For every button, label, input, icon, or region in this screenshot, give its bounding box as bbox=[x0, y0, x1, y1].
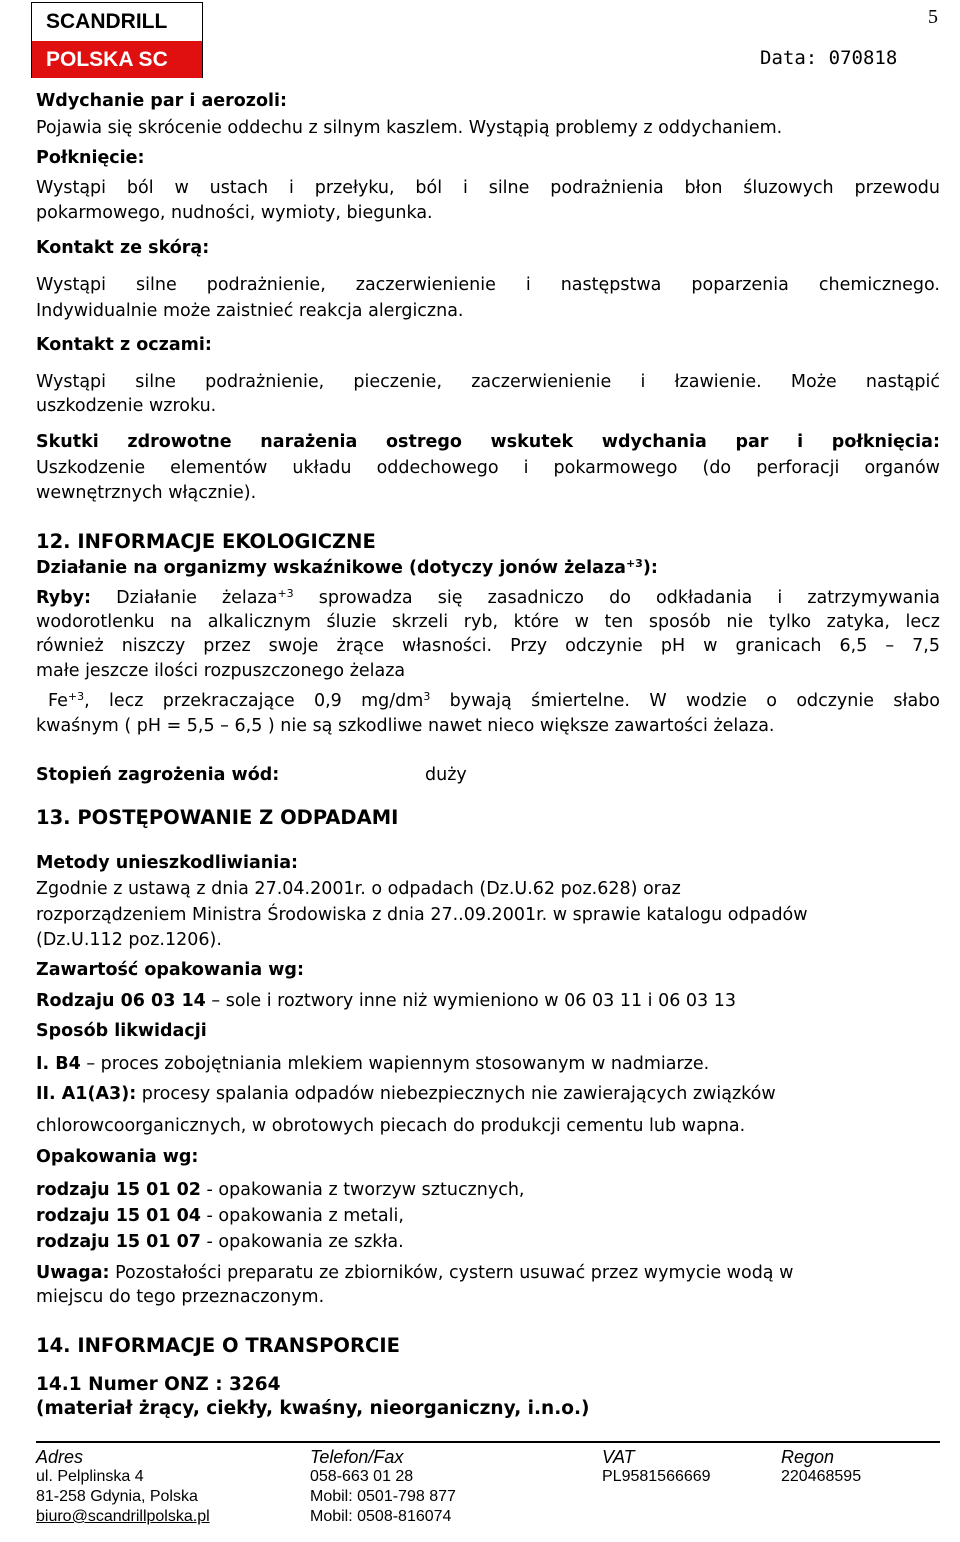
pack-item bbox=[36, 1204, 404, 1228]
note-text: Pozostałości preparatu ze zbiorników, cystern usuwać przez wymycie wodą w bbox=[109, 1263, 794, 1283]
section-14-title: 14. INFORMACJE O TRANSPORCIE bbox=[36, 1334, 400, 1357]
footer-regon bbox=[781, 1447, 861, 1487]
mobile-number-2: Mobil: 0508-816074 bbox=[310, 1508, 452, 1525]
footer bbox=[36, 1441, 940, 1530]
logo-top-text: SCANDRILL bbox=[32, 3, 202, 41]
vat-heading: VAT bbox=[602, 1447, 635, 1467]
footer-vat bbox=[602, 1447, 711, 1487]
company-logo bbox=[31, 2, 203, 78]
effects-text-1: Uszkodzenie elementów układu oddechowego i pokarmowego (do perforacji organów bbox=[36, 458, 940, 478]
disposal-label: Sposób likwidacji bbox=[36, 1021, 207, 1041]
kind-text: – sole i roztwory inne niż wymieniono w 06 03 11 i 06 03 13 bbox=[205, 991, 737, 1011]
address-city: 81-258 Gdynia, Polska bbox=[36, 1488, 198, 1505]
a1-text: procesy spalania odpadów niebezpiecznych nie zawierających związków bbox=[136, 1084, 776, 1104]
logo-bottom-text: POLSKA SC bbox=[32, 41, 202, 78]
footer-address bbox=[36, 1447, 210, 1527]
a1-label: II. A1(A3): bbox=[36, 1084, 137, 1104]
eyes-text-1: Wystąpi silne podrażnienie, pieczenie, zaczerwienienie i łzawienie. Może nastąpić bbox=[36, 372, 940, 392]
fish-line-6: kwaśnym ( pH = 5,5 – 6,5 ) nie są szkodliwe nawet nieco większe zawartości żelaza. bbox=[36, 716, 775, 736]
effects-text-2: wewnętrznych włącznie). bbox=[36, 483, 257, 503]
fish-text-a: Działanie żelaza bbox=[116, 588, 278, 608]
page-number: 5 bbox=[928, 6, 938, 28]
dm-sup: 3 bbox=[423, 690, 431, 703]
pack-item bbox=[36, 1178, 524, 1202]
document-date: Data: 070818 bbox=[760, 47, 898, 69]
footer-phone bbox=[310, 1447, 456, 1527]
swallow-text-1: Wystąpi ból w ustach i przełyku, ból i silne podrażnienia błon śluzowych przewodu bbox=[36, 178, 940, 198]
swallow-text-2: pokarmowego, nudności, wymioty, biegunka. bbox=[36, 203, 433, 223]
a1-line bbox=[36, 1082, 776, 1106]
note-line bbox=[36, 1261, 793, 1285]
pack-text: - opakowania ze szkła. bbox=[200, 1232, 404, 1252]
fish-line-2: wodorotlenku na alkalicznym śluzie skrzeli ryb, które w ten sposób nie tylko zatyka, lecz bbox=[36, 612, 940, 632]
hazard-value: duży bbox=[425, 765, 467, 785]
b4-line bbox=[36, 1052, 709, 1076]
fe-sup: +3 bbox=[67, 690, 85, 703]
inhalation-label: Wdychanie par i aerozoli: bbox=[36, 91, 287, 111]
skin-text-2: Indywidualnie może zaistnieć reakcja alergiczna. bbox=[36, 301, 464, 321]
address-heading: Adres bbox=[36, 1447, 84, 1467]
fish-text-b: sprowadza się zasadniczo do odkładania i zatrzymywania bbox=[318, 588, 940, 608]
skin-label: Kontakt ze skórą: bbox=[36, 238, 210, 258]
pack-code: rodzaju 15 01 02 bbox=[36, 1180, 201, 1200]
phone-number: 058-663 01 28 bbox=[310, 1468, 414, 1485]
content-label: Zawartość opakowania wg: bbox=[36, 960, 304, 980]
a1-line-2: chlorowcoorganicznych, w obrotowych piecach do produkcji cementu lub wapna. bbox=[36, 1116, 746, 1136]
onz-number: 14.1 Numer ONZ : 3264 bbox=[36, 1374, 281, 1395]
subtitle-text: Działanie na organizmy wskaźnikowe (dotyczy jonów żelaza bbox=[36, 558, 626, 578]
fish-line-1 bbox=[36, 586, 940, 610]
vat-number: PL9581566669 bbox=[602, 1468, 711, 1485]
kind-line bbox=[36, 989, 736, 1013]
skin-text-1: Wystąpi silne podrażnienie, zaczerwienienie i następstwa poparzenia chemicznego. bbox=[36, 275, 940, 295]
material-description: (materiał żrący, ciekły, kwaśny, nieorganiczny, i.n.o.) bbox=[36, 1398, 590, 1419]
inhalation-text: Pojawia się skrócenie oddechu z silnym kaszlem. Wystąpią problemy z oddychaniem. bbox=[36, 118, 783, 138]
hazard-label: Stopień zagrożenia wód: bbox=[36, 765, 280, 785]
fe-text-b: , lecz przekraczające 0,9 mg/dm bbox=[84, 691, 424, 711]
b4-label: I. B4 bbox=[36, 1054, 81, 1074]
pack-text: - opakowania z metali, bbox=[200, 1206, 404, 1226]
mobile-number-1: Mobil: 0501-798 877 bbox=[310, 1488, 456, 1505]
phone-heading: Telefon/Fax bbox=[310, 1447, 404, 1467]
swallow-label: Połknięcie: bbox=[36, 148, 145, 168]
pack-code: rodzaju 15 01 04 bbox=[36, 1206, 201, 1226]
fe-line bbox=[48, 689, 940, 713]
kind-label: Rodzaju 06 03 14 bbox=[36, 991, 206, 1011]
pack-text: - opakowania z tworzyw sztucznych, bbox=[200, 1180, 525, 1200]
subtitle-end: ): bbox=[642, 558, 658, 578]
pack-code: rodzaju 15 01 07 bbox=[36, 1232, 201, 1252]
section-13-title: 13. POSTĘPOWANIE Z ODPADAMI bbox=[36, 806, 399, 829]
address-street: ul. Pelplinska 4 bbox=[36, 1468, 144, 1485]
pack-item bbox=[36, 1230, 404, 1254]
fish-label: Ryby: bbox=[36, 588, 92, 608]
section-12-subtitle bbox=[36, 556, 658, 580]
note-line-2: miejscu do tego przeznaczonym. bbox=[36, 1287, 325, 1307]
fish-line-4: małe jeszcze ilości rozpuszczonego żelaza bbox=[36, 661, 406, 681]
fe-text: Fe bbox=[48, 691, 68, 711]
methods-text-2: rozporządzeniem Ministra Środowiska z dnia 27..09.2001r. w sprawie katalogu odpadów bbox=[36, 905, 808, 925]
subtitle-sup: +3 bbox=[625, 557, 643, 570]
eyes-text-2: uszkodzenie wzroku. bbox=[36, 396, 217, 416]
pack-label: Opakowania wg: bbox=[36, 1147, 199, 1167]
fish-line-3: również niszczy przez swoje żrące własności. Przy odczynie pH w granicach 6,5 – 7,5 bbox=[36, 636, 940, 656]
effects-label: Skutki zdrowotne narażenia ostrego wskutek wdychania par i połknięcia: bbox=[36, 432, 940, 452]
regon-heading: Regon bbox=[781, 1447, 835, 1467]
email-link[interactable]: biuro@scandrillpolska.pl bbox=[36, 1508, 210, 1525]
eyes-label: Kontakt z oczami: bbox=[36, 335, 212, 355]
methods-text-3: (Dz.U.112 poz.1206). bbox=[36, 930, 222, 950]
methods-label: Metody unieszkodliwiania: bbox=[36, 853, 299, 873]
note-label: Uwaga: bbox=[36, 1263, 110, 1283]
regon-number: 220468595 bbox=[781, 1468, 862, 1485]
b4-text: – proces zobojętniania mlekiem wapiennym stosowanym w nadmiarze. bbox=[80, 1054, 710, 1074]
methods-text-1: Zgodnie z ustawą z dnia 27.04.2001r. o odpadach (Dz.U.62 poz.628) oraz bbox=[36, 879, 681, 899]
fish-sup: +3 bbox=[277, 587, 294, 600]
section-12-title: 12. INFORMACJE EKOLOGICZNE bbox=[36, 530, 376, 553]
fe-text-c: bywają śmiertelne. W wodzie o odczynie słabo bbox=[430, 691, 940, 711]
